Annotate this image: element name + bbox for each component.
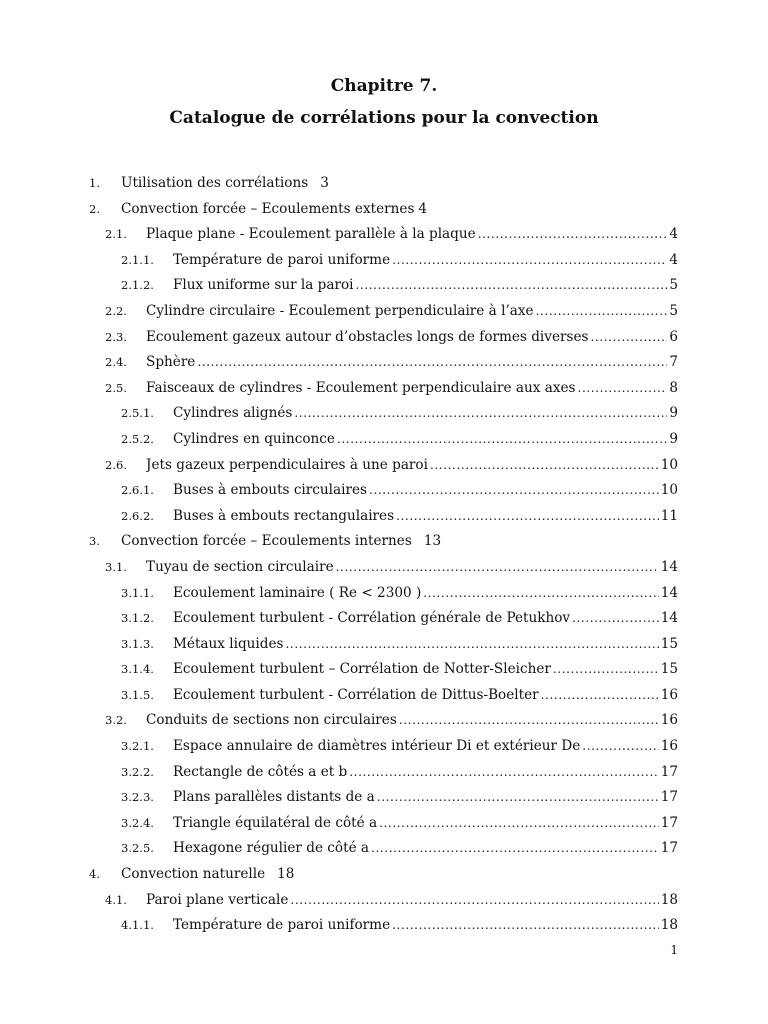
- toc-entry-number: 4.: [89, 867, 100, 882]
- toc-entry-body: [173, 836, 678, 862]
- toc-entry-body: [146, 376, 678, 402]
- toc-entry-page: 16: [660, 686, 678, 703]
- toc-entry-title[interactable]: Cylindres alignés: [173, 405, 293, 422]
- toc-entry[interactable]: [0, 862, 768, 888]
- toc-entry[interactable]: [0, 478, 768, 504]
- toc-entry-body: [173, 401, 678, 427]
- toc-entry-number: 2.5.: [105, 380, 127, 395]
- toc-entry[interactable]: [0, 632, 768, 658]
- toc-entry-body: [173, 785, 678, 811]
- toc-entry-page: 11: [660, 507, 678, 524]
- toc-entry-body: [173, 606, 678, 632]
- toc-entry-body: [173, 913, 678, 939]
- toc-entry-number: 3.2.1.: [121, 739, 154, 754]
- toc-entry-title[interactable]: Tuyau de section circulaire: [146, 558, 334, 575]
- toc-dot-leader: [356, 273, 668, 299]
- toc-entry-body: [146, 222, 678, 248]
- toc-entry-body: [146, 325, 678, 351]
- toc-entry[interactable]: [0, 913, 768, 939]
- toc-entry-number: 2.6.: [105, 457, 127, 472]
- toc-entry-page: 15: [660, 661, 678, 678]
- toc-entry[interactable]: [0, 785, 768, 811]
- toc-entry-page: 6: [669, 328, 678, 345]
- toc-entry-title[interactable]: Rectangle de côtés a et b: [173, 763, 348, 780]
- toc-entry-title[interactable]: Faisceaux de cylindres - Ecoulement perpendiculaire aux axes: [146, 379, 576, 396]
- toc-entry-page: 7: [669, 354, 678, 371]
- toc-entry[interactable]: [0, 760, 768, 786]
- toc-entry[interactable]: [0, 401, 768, 427]
- toc-entry-body: [173, 581, 678, 607]
- toc-entry-page: 4: [418, 200, 428, 217]
- toc-entry-title[interactable]: Ecoulement turbulent - Corrélation de Dittus-Boelter: [173, 686, 539, 703]
- toc-entry-body: [173, 683, 678, 709]
- toc-entry-title[interactable]: Espace annulaire de diamètres intérieur Di et extérieur De: [173, 738, 581, 755]
- toc-entry[interactable]: [0, 376, 768, 402]
- toc-entry-title[interactable]: Convection forcée – Ecoulements internes: [121, 533, 412, 550]
- toc-entry-body: [146, 453, 678, 479]
- toc-entry-page: 17: [660, 840, 678, 857]
- toc-entry[interactable]: [0, 657, 768, 683]
- toc-entry-number: 3.2.: [105, 713, 127, 728]
- toc-entry[interactable]: [0, 453, 768, 479]
- toc-entry-number: 3.1.2.: [121, 611, 154, 626]
- toc-entry-page: 16: [660, 738, 678, 755]
- toc-entry-body: [173, 734, 678, 760]
- toc-entry[interactable]: [0, 504, 768, 530]
- toc-entry[interactable]: [0, 529, 768, 555]
- toc-entry-body: [173, 427, 678, 453]
- toc-entry-number: 2.6.2.: [121, 508, 154, 523]
- toc-dot-leader: [396, 504, 659, 530]
- toc-dot-leader: [336, 555, 659, 581]
- toc-entry-number: 2.3.: [105, 329, 127, 344]
- toc-entry-page: 8: [669, 379, 678, 396]
- toc-entry-page: 15: [660, 635, 678, 652]
- toc-entry[interactable]: [0, 325, 768, 351]
- toc-entry-title[interactable]: Température de paroi uniforme: [173, 917, 391, 934]
- toc-dot-leader: [294, 401, 667, 427]
- chapter-subtitle: Catalogue de corrélations pour la convection: [169, 108, 599, 128]
- toc-entry-number: 2.5.1.: [121, 406, 154, 421]
- toc-entry[interactable]: [0, 222, 768, 248]
- toc-entry-title[interactable]: Utilisation des corrélations: [121, 175, 309, 191]
- toc-entry[interactable]: [0, 350, 768, 376]
- toc-entry-page: 18: [660, 891, 678, 908]
- toc-dot-leader: [582, 734, 658, 760]
- toc-entry-title[interactable]: Métaux liquides: [173, 635, 284, 652]
- toc-entry-title[interactable]: Ecoulement turbulent - Corrélation générale de Petukhov: [173, 610, 571, 627]
- toc-entry[interactable]: [0, 734, 768, 760]
- toc-entry-body: [173, 760, 678, 786]
- toc-entry[interactable]: [0, 606, 768, 632]
- toc-entry-page: 5: [669, 302, 678, 319]
- table-of-contents: [0, 171, 768, 939]
- toc-entry-page: 13: [423, 533, 442, 550]
- toc-entry[interactable]: [0, 888, 768, 914]
- toc-entry-page: 17: [660, 789, 678, 806]
- toc-entry[interactable]: [0, 836, 768, 862]
- toc-entry[interactable]: [0, 197, 768, 223]
- toc-dot-leader: [371, 836, 659, 862]
- toc-dot-leader: [572, 606, 659, 632]
- toc-entry-body: [173, 478, 678, 504]
- toc-entry-number: 3.2.2.: [121, 764, 154, 779]
- toc-entry-body: [146, 350, 678, 376]
- toc-entry-number: 3.1.3.: [121, 636, 154, 651]
- toc-dot-leader: [197, 350, 667, 376]
- toc-entry-body: [146, 555, 678, 581]
- toc-entry-title[interactable]: Triangle équilatéral de côté a: [173, 814, 378, 831]
- toc-entry-page: 5: [669, 277, 678, 294]
- toc-entry-number: 2.5.2.: [121, 431, 154, 446]
- toc-entry-page: 16: [660, 712, 678, 729]
- toc-entry-title[interactable]: Flux uniforme sur la paroi: [173, 277, 354, 294]
- toc-entry-number: 3.1.4.: [121, 662, 154, 677]
- toc-entry-title[interactable]: Conduits de sections non circulaires: [146, 712, 397, 729]
- toc-entry-title[interactable]: Buses à embouts circulaires: [173, 482, 367, 499]
- toc-dot-leader: [430, 453, 659, 479]
- toc-dot-leader: [377, 785, 659, 811]
- toc-entry[interactable]: [0, 683, 768, 709]
- toc-entry-number: 2.1.2.: [121, 278, 154, 293]
- toc-entry-number: 4.1.: [105, 892, 127, 907]
- toc-dot-leader: [541, 683, 659, 709]
- toc-entry-body: [173, 632, 678, 658]
- toc-entry-title[interactable]: Ecoulement laminaire ( Re < 2300 ): [173, 584, 422, 601]
- toc-entry-page: 9: [669, 430, 678, 447]
- toc-entry-number: 3.1.1.: [121, 585, 154, 600]
- toc-entry-body: [173, 248, 678, 274]
- toc-entry-body: [173, 504, 678, 530]
- page-number: 1: [670, 943, 678, 957]
- toc-entry-page: 17: [660, 814, 678, 831]
- toc-entry-body: [121, 529, 441, 555]
- chapter-title: Chapitre 7.: [330, 76, 438, 96]
- toc-entry-page: 9: [669, 405, 678, 422]
- toc-dot-leader: [369, 478, 659, 504]
- toc-entry[interactable]: [0, 811, 768, 837]
- toc-entry-page: 14: [660, 584, 678, 601]
- toc-entry-page: 14: [660, 610, 678, 627]
- toc-entry-number: 2.4.: [105, 355, 127, 370]
- toc-entry-title[interactable]: Paroi plane verticale: [146, 891, 289, 908]
- toc-entry-title[interactable]: Ecoulement gazeux autour d’obstacles longs de formes diverses: [146, 328, 589, 345]
- toc-entry-number: 3.1.: [105, 559, 127, 574]
- toc-entry-title[interactable]: Jets gazeux perpendiculaires à une paroi: [146, 456, 428, 473]
- toc-entry-title[interactable]: Ecoulement turbulent – Corrélation de Notter-Sleicher: [173, 661, 551, 678]
- toc-dot-leader: [392, 913, 659, 939]
- toc-entry-body: [121, 197, 427, 223]
- toc-entry-number: 2.6.1.: [121, 483, 154, 498]
- toc-dot-leader: [399, 708, 659, 734]
- toc-entry-page: 4: [669, 251, 678, 268]
- toc-dot-leader: [478, 222, 668, 248]
- toc-dot-leader: [536, 299, 668, 325]
- toc-entry-number: 2.1.1.: [121, 252, 154, 267]
- toc-entry-body: [146, 708, 678, 734]
- toc-entry[interactable]: [0, 248, 768, 274]
- toc-entry-page: 10: [660, 456, 678, 473]
- toc-entry[interactable]: [0, 273, 768, 299]
- toc-entry-page: 10: [660, 482, 678, 499]
- toc-entry-page: 3: [320, 175, 329, 191]
- toc-dot-leader: [392, 248, 667, 274]
- toc-entry-body: [173, 811, 678, 837]
- toc-entry-title[interactable]: Plaque plane - Ecoulement parallèle à la plaque: [146, 226, 476, 243]
- toc-entry-title[interactable]: Cylindres en quinconce: [173, 430, 335, 447]
- toc-entry[interactable]: [0, 708, 768, 734]
- toc-dot-leader: [379, 811, 659, 837]
- toc-dot-leader: [423, 581, 658, 607]
- toc-dot-leader: [286, 632, 659, 658]
- toc-entry-title[interactable]: Hexagone régulier de côté a: [173, 840, 370, 857]
- toc-entry-number: 2.2.: [105, 303, 127, 318]
- toc-entry-body: [173, 273, 678, 299]
- toc-entry-title[interactable]: Convection forcée – Ecoulements externes: [121, 200, 415, 217]
- toc-entry[interactable]: [0, 299, 768, 325]
- toc-entry-number: 2.1.: [105, 227, 127, 242]
- toc-entry-body: [146, 888, 678, 914]
- toc-entry-page: 4: [669, 226, 678, 243]
- toc-dot-leader: [578, 376, 668, 402]
- toc-entry-page: 18: [277, 866, 295, 883]
- toc-entry-number: 3.2.3.: [121, 790, 154, 805]
- toc-entry-title[interactable]: Buses à embouts rectangulaires: [173, 507, 395, 524]
- toc-entry-number: 3.2.5.: [121, 841, 154, 856]
- toc-dot-leader: [290, 888, 658, 914]
- toc-entry-body: [173, 657, 678, 683]
- toc-entry-body: [146, 299, 678, 325]
- toc-entry[interactable]: [0, 427, 768, 453]
- toc-entry-title[interactable]: Plans parallèles distants de a: [173, 789, 375, 806]
- toc-entry-body: [121, 171, 329, 197]
- toc-dot-leader: [337, 427, 667, 453]
- toc-dot-leader: [591, 325, 668, 351]
- toc-entry-title[interactable]: Température de paroi uniforme: [173, 251, 391, 268]
- toc-entry[interactable]: [0, 581, 768, 607]
- toc-entry-title[interactable]: Convection naturelle: [121, 866, 266, 883]
- toc-entry-number: 4.1.1.: [121, 918, 154, 933]
- toc-entry-number: 2.: [89, 201, 100, 216]
- toc-entry-number: 3.2.4.: [121, 815, 154, 830]
- toc-entry-title[interactable]: Sphère: [146, 354, 196, 371]
- toc-entry-page: 18: [660, 917, 678, 934]
- toc-entry[interactable]: [0, 171, 768, 197]
- toc-entry-page: 14: [660, 558, 678, 575]
- toc-entry-page: 17: [660, 763, 678, 780]
- toc-entry-body: [121, 862, 294, 888]
- toc-entry-number: 1.: [89, 176, 100, 190]
- toc-dot-leader: [553, 657, 659, 683]
- toc-entry-number: 3.: [89, 534, 100, 549]
- toc-entry[interactable]: [0, 555, 768, 581]
- toc-entry-title[interactable]: Cylindre circulaire - Ecoulement perpendiculaire à l’axe: [146, 302, 534, 319]
- toc-dot-leader: [349, 760, 658, 786]
- toc-entry-number: 3.1.5.: [121, 687, 154, 702]
